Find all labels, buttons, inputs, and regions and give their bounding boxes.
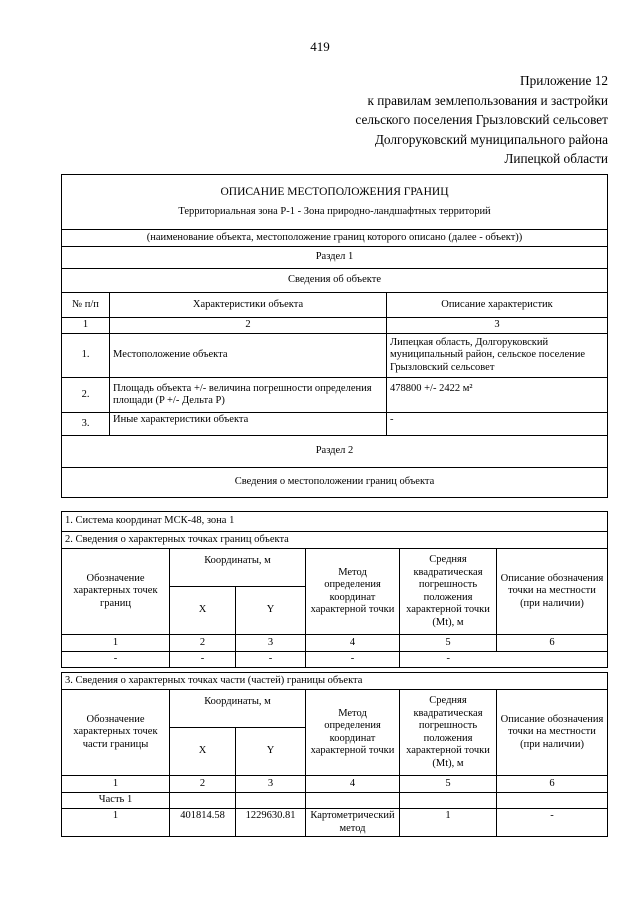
col-number: 6 [497,635,608,652]
page-number: 419 [310,39,330,54]
table-row [62,413,608,436]
col-header-characteristic: Характеристики объекта [110,293,387,318]
document-title: ОПИСАНИЕ МЕСТОПОЛОЖЕНИЯ ГРАНИЦ [220,186,449,198]
row-number: 3. [62,413,110,436]
row-characteristic: Иные характеристики объекта [110,413,387,436]
appendix-line: Долгоруковский муниципального района [374,131,608,147]
table-row [62,334,608,378]
row-characteristic: Местоположение объекта [110,334,387,378]
col-number: 4 [306,635,400,652]
points-heading: 2. Сведения о характерных точках границ объекта [62,532,608,549]
col-number: 3 [236,635,306,652]
col-header-y: Y [236,728,306,776]
col-header-coordinates: Координаты, м [170,549,306,587]
point-method: - [306,652,400,668]
point-x: 401814.58 [170,809,236,837]
row-number: 1. [62,334,110,378]
object-info-table [61,174,608,498]
row-value: Липецкая область, Долгоруковский муниципальный район, сельское поселение Грызловский сельсовет [387,334,608,378]
appendix-line: Липецкой области [504,151,608,166]
col-number: 2 [170,776,236,793]
col-number: 1 [62,318,110,334]
part-label: Часть 1 [62,793,170,809]
table-row [62,809,608,837]
col-header-designation: Обозначение характерных точек части границы [62,690,170,776]
col-header-method: Метод определения координат характерной точки [306,690,400,776]
appendix-note [355,71,608,169]
col-header-point-description: Описание обозначения точки на местности (при наличии) [497,690,608,776]
col-header-x: X [170,587,236,635]
col-number: 5 [400,776,497,793]
point-x: - [170,652,236,668]
col-header-point-description: Описание обозначения точки на местности (при наличии) [497,549,608,635]
point-error: 1 [400,809,497,837]
col-number: 6 [497,776,608,793]
point-method: Картометрический метод [306,809,400,837]
col-number: 2 [170,635,236,652]
point-description: - [497,809,608,837]
point-designation: - [62,652,170,668]
object-caption: (наименование объекта, местоположение границ которого описано (далее - объект)) [62,230,608,247]
col-number: 3 [236,776,306,793]
col-number: 5 [400,635,497,652]
col-header-error: Средняя квадратическая погрешность положения характерной точки (Mt), м [400,690,497,776]
table-row [62,378,608,413]
col-number: 4 [306,776,400,793]
point-error: - [400,652,497,668]
appendix-line: к правилам землепользования и застройки [367,92,608,108]
table-row [62,652,608,668]
zone-name: Территориальная зона Р-1 - Зона природно-ландшафтных территорий [178,206,491,217]
boundary-points-table [61,511,608,668]
col-header-x: X [170,728,236,776]
point-y: - [236,652,306,668]
coordinate-system: 1. Система координат МСК-48, зона 1 [62,512,608,532]
col-number: 3 [387,318,608,334]
parts-heading: 3. Сведения о характерных точках части (частей) границы объекта [62,673,608,690]
col-number: 1 [62,635,170,652]
row-value: 478800 +/- 2422 м² [387,378,608,413]
col-header-designation: Обозначение характерных точек границ [62,549,170,635]
col-number: 2 [110,318,387,334]
section2-title: Раздел 2 [62,436,608,468]
appendix-line: сельского поселения Грызловский сельсовет [355,112,608,127]
row-number: 2. [62,378,110,413]
col-header-error: Средняя квадратическая погрешность положения характерной точки (Mt), м [400,549,497,635]
section2-subtitle: Сведения о местоположении границ объекта [62,468,608,498]
col-header-method: Метод определения координат характерной точки [306,549,400,635]
col-header-y: Y [236,587,306,635]
appendix-line: Приложение 12 [520,73,608,88]
point-description [497,652,608,668]
col-header-description: Описание характеристик [387,293,608,318]
row-characteristic: Площадь объекта +/- величина погрешности определения площади (P +/- Дельта P) [110,378,387,413]
document-heading [62,175,608,230]
col-number: 1 [62,776,170,793]
boundary-parts-table [61,672,608,837]
section1-title: Раздел 1 [62,247,608,269]
point-designation: 1 [62,809,170,837]
point-y: 1229630.81 [236,809,306,837]
col-header-number: № п/п [62,293,110,318]
row-value: - [387,413,608,436]
section1-subtitle: Сведения об объекте [62,269,608,293]
col-header-coordinates: Координаты, м [170,690,306,728]
